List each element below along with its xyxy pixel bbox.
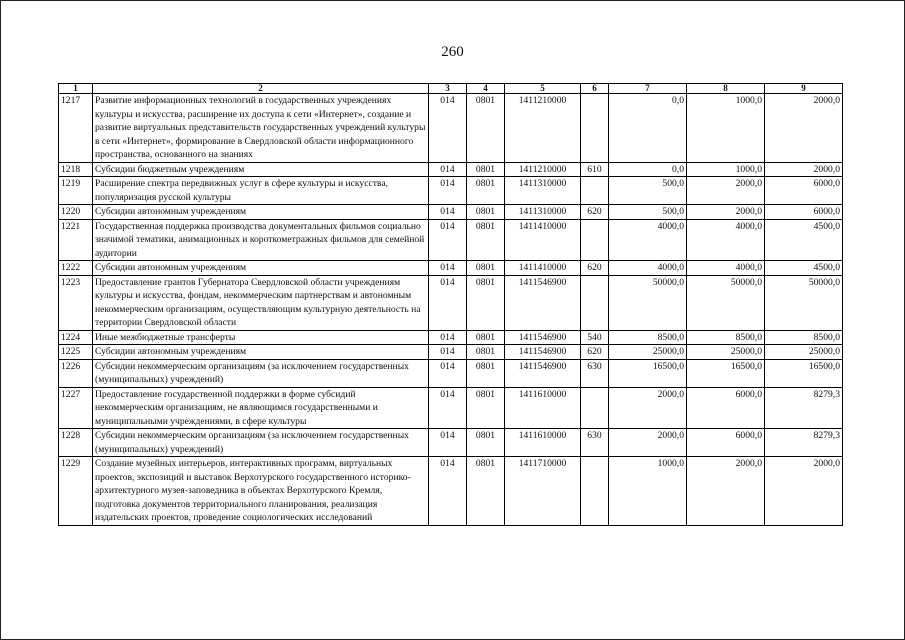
cell-amount-col8: 2000,0: [687, 205, 765, 220]
cell-section-code: 0801: [467, 345, 505, 360]
cell-amount-col8: 6000,0: [687, 429, 765, 457]
cell-section-code: 0801: [467, 387, 505, 429]
cell-amount-col8: 4000,0: [687, 219, 765, 261]
cell-row-number: 1218: [59, 162, 93, 177]
cell-description: Расширение спектра передвижных услуг в сфере культуры и искусства, популяризация русской культуры: [93, 177, 429, 205]
cell-ministry-code: 014: [429, 205, 467, 220]
cell-row-number: 1227: [59, 387, 93, 429]
cell-ministry-code: 014: [429, 162, 467, 177]
cell-target-code: 1411546900: [505, 330, 581, 345]
cell-row-number: 1220: [59, 205, 93, 220]
table-row: [59, 162, 843, 177]
cell-amount-col9: 4500,0: [765, 261, 843, 276]
cell-target-code: 1411710000: [505, 457, 581, 526]
table-row: [59, 330, 843, 345]
cell-ministry-code: 014: [429, 177, 467, 205]
cell-amount-col8: 1000,0: [687, 162, 765, 177]
cell-amount-col9: 8500,0: [765, 330, 843, 345]
cell-section-code: 0801: [467, 275, 505, 330]
cell-row-number: 1225: [59, 345, 93, 360]
cell-target-code: 1411610000: [505, 387, 581, 429]
cell-amount-col8: 50000,0: [687, 275, 765, 330]
cell-amount-col7: 2000,0: [609, 429, 687, 457]
table-row: [59, 275, 843, 330]
cell-amount-col7: 1000,0: [609, 457, 687, 526]
cell-target-code: 1411546900: [505, 345, 581, 360]
cell-row-number: 1226: [59, 359, 93, 387]
cell-expense-type: 630: [581, 429, 609, 457]
cell-section-code: 0801: [467, 330, 505, 345]
cell-target-code: 1411210000: [505, 94, 581, 163]
cell-description: Развитие информационных технологий в государственных учреждениях культуры и искусства, расширение их доступа к сети «Интернет», создание и развитие виртуальных представительств государственных учреждений культуры в сети «Интернет», формирование в Свердловской области информационного пространства, основанного на знаниях: [93, 94, 429, 163]
cell-amount-col9: 2000,0: [765, 94, 843, 163]
cell-expense-type: 630: [581, 359, 609, 387]
cell-section-code: 0801: [467, 457, 505, 526]
cell-amount-col7: 4000,0: [609, 219, 687, 261]
cell-amount-col8: 4000,0: [687, 261, 765, 276]
cell-ministry-code: 014: [429, 359, 467, 387]
cell-description: Предоставление государственной поддержки в форме субсидий некоммерческим организациям, не являющимся государственными и муниципальными учреждениями, в сфере культуры: [93, 387, 429, 429]
table-row: [59, 219, 843, 261]
cell-expense-type: [581, 219, 609, 261]
cell-section-code: 0801: [467, 359, 505, 387]
cell-description: Субсидии автономным учреждениям: [93, 345, 429, 360]
cell-amount-col7: 4000,0: [609, 261, 687, 276]
cell-row-number: 1219: [59, 177, 93, 205]
cell-ministry-code: 014: [429, 275, 467, 330]
cell-amount-col7: 16500,0: [609, 359, 687, 387]
cell-expense-type: 620: [581, 205, 609, 220]
cell-target-code: 1411310000: [505, 177, 581, 205]
page-number: 260: [441, 44, 464, 60]
cell-expense-type: [581, 387, 609, 429]
cell-amount-col9: 2000,0: [765, 457, 843, 526]
column-header: 3: [429, 84, 467, 94]
cell-expense-type: 620: [581, 345, 609, 360]
cell-amount-col8: 6000,0: [687, 387, 765, 429]
cell-target-code: 1411210000: [505, 162, 581, 177]
budget-table: [58, 83, 843, 526]
cell-expense-type: [581, 177, 609, 205]
table-row: [59, 94, 843, 163]
header-row: [59, 84, 843, 94]
cell-amount-col8: 16500,0: [687, 359, 765, 387]
cell-amount-col7: 50000,0: [609, 275, 687, 330]
cell-ministry-code: 014: [429, 330, 467, 345]
cell-expense-type: 610: [581, 162, 609, 177]
cell-description: Субсидии некоммерческим организациям (за исключением государственных (муниципальных) учреждений): [93, 359, 429, 387]
cell-description: Субсидии автономным учреждениям: [93, 261, 429, 276]
cell-amount-col9: 2000,0: [765, 162, 843, 177]
cell-amount-col7: 0,0: [609, 94, 687, 163]
table-row: [59, 359, 843, 387]
cell-target-code: 1411410000: [505, 219, 581, 261]
cell-expense-type: [581, 457, 609, 526]
table-row: [59, 261, 843, 276]
cell-amount-col9: 25000,0: [765, 345, 843, 360]
table-row: [59, 457, 843, 526]
column-header: 2: [93, 84, 429, 94]
column-header: 5: [505, 84, 581, 94]
cell-expense-type: 540: [581, 330, 609, 345]
cell-row-number: 1221: [59, 219, 93, 261]
cell-amount-col7: 0,0: [609, 162, 687, 177]
table-body: [59, 94, 843, 526]
cell-row-number: 1228: [59, 429, 93, 457]
cell-expense-type: [581, 275, 609, 330]
cell-amount-col7: 8500,0: [609, 330, 687, 345]
column-header: 9: [765, 84, 843, 94]
cell-row-number: 1229: [59, 457, 93, 526]
cell-row-number: 1222: [59, 261, 93, 276]
cell-section-code: 0801: [467, 261, 505, 276]
cell-ministry-code: 014: [429, 457, 467, 526]
cell-amount-col7: 500,0: [609, 177, 687, 205]
cell-amount-col8: 2000,0: [687, 177, 765, 205]
cell-amount-col9: 6000,0: [765, 177, 843, 205]
cell-section-code: 0801: [467, 94, 505, 163]
table-row: [59, 177, 843, 205]
cell-description: Субсидии автономным учреждениям: [93, 205, 429, 220]
cell-description: Государственная поддержка производства документальных фильмов социально значимой тематики, анимационных и короткометражных фильмов для семейной аудитории: [93, 219, 429, 261]
cell-row-number: 1224: [59, 330, 93, 345]
cell-amount-col8: 2000,0: [687, 457, 765, 526]
cell-target-code: 1411546900: [505, 359, 581, 387]
cell-row-number: 1217: [59, 94, 93, 163]
cell-target-code: 1411310000: [505, 205, 581, 220]
table-row: [59, 387, 843, 429]
table-row: [59, 205, 843, 220]
column-header: 4: [467, 84, 505, 94]
cell-description: Иные межбюджетные трансферты: [93, 330, 429, 345]
table-row: [59, 429, 843, 457]
cell-section-code: 0801: [467, 177, 505, 205]
cell-amount-col7: 500,0: [609, 205, 687, 220]
cell-ministry-code: 014: [429, 429, 467, 457]
cell-amount-col8: 1000,0: [687, 94, 765, 163]
cell-row-number: 1223: [59, 275, 93, 330]
cell-amount-col9: 8279,3: [765, 429, 843, 457]
cell-amount-col9: 8279,3: [765, 387, 843, 429]
cell-expense-type: 620: [581, 261, 609, 276]
column-header: 7: [609, 84, 687, 94]
cell-description: Субсидии некоммерческим организациям (за исключением государственных (муниципальных) учреждений): [93, 429, 429, 457]
cell-amount-col8: 25000,0: [687, 345, 765, 360]
cell-ministry-code: 014: [429, 219, 467, 261]
cell-amount-col9: 6000,0: [765, 205, 843, 220]
cell-ministry-code: 014: [429, 94, 467, 163]
table-row: [59, 345, 843, 360]
cell-amount-col7: 2000,0: [609, 387, 687, 429]
cell-amount-col9: 16500,0: [765, 359, 843, 387]
cell-section-code: 0801: [467, 219, 505, 261]
cell-section-code: 0801: [467, 162, 505, 177]
column-header: 1: [59, 84, 93, 94]
cell-description: Предоставление грантов Губернатора Свердловской области учреждениям культуры и искусства, фондам, некоммерческим партнерствам и автономным некоммерческим организациям, осуществляющим культурную деятельность на территории Свердловской области: [93, 275, 429, 330]
cell-expense-type: [581, 94, 609, 163]
column-header: 6: [581, 84, 609, 94]
cell-amount-col8: 8500,0: [687, 330, 765, 345]
cell-target-code: 1411410000: [505, 261, 581, 276]
column-header: 8: [687, 84, 765, 94]
cell-section-code: 0801: [467, 429, 505, 457]
cell-ministry-code: 014: [429, 261, 467, 276]
cell-description: Субсидии бюджетным учреждениям: [93, 162, 429, 177]
cell-section-code: 0801: [467, 205, 505, 220]
cell-description: Создание музейных интерьеров, интерактивных программ, виртуальных проектов, экспозиций и выставок Верхотурского государственного историко-архитектурного музея-заповедника в объектах Верхотурского Кремля, подготовка документов территориального планирования, реализация издательских проектов, проведение социологических исследований: [93, 457, 429, 526]
cell-ministry-code: 014: [429, 387, 467, 429]
cell-ministry-code: 014: [429, 345, 467, 360]
cell-target-code: 1411546900: [505, 275, 581, 330]
cell-amount-col7: 25000,0: [609, 345, 687, 360]
cell-amount-col9: 4500,0: [765, 219, 843, 261]
cell-amount-col9: 50000,0: [765, 275, 843, 330]
cell-target-code: 1411610000: [505, 429, 581, 457]
